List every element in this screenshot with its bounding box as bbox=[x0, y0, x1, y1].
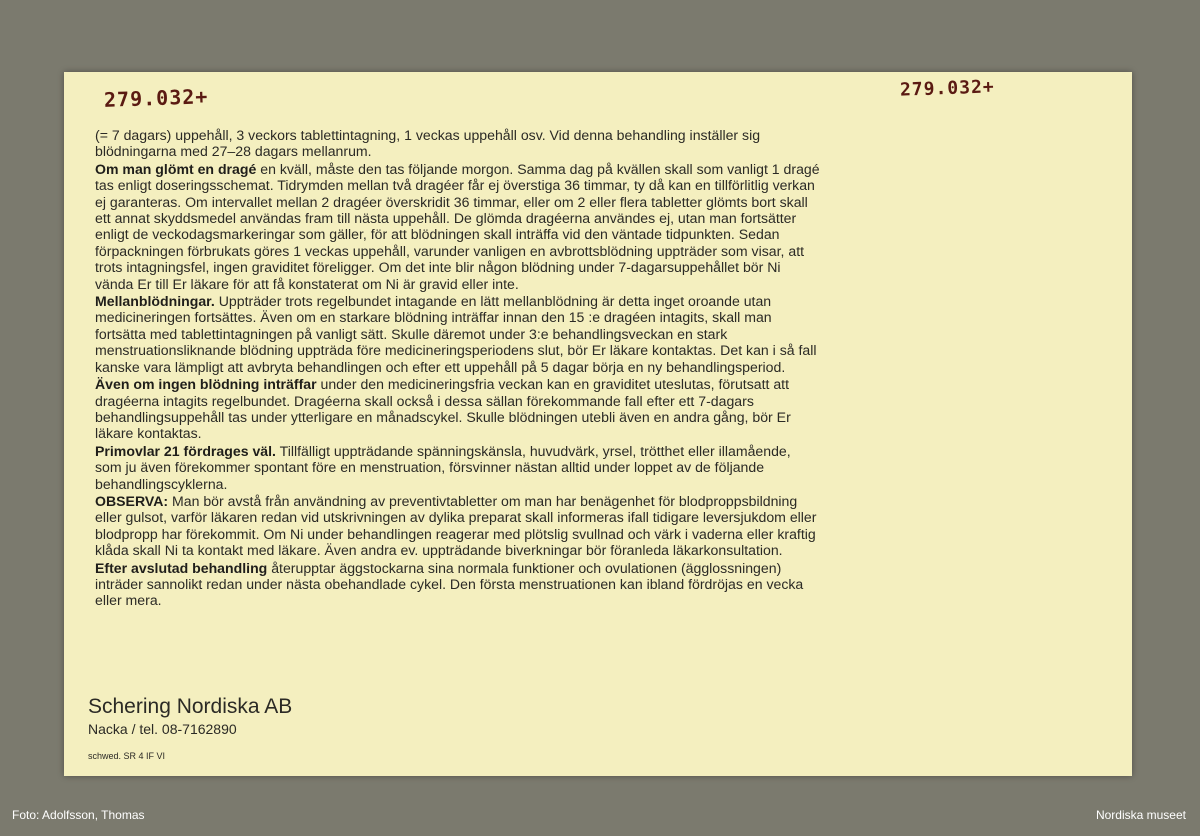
handwritten-number-right: 279.032+ bbox=[899, 76, 996, 101]
paragraph: Om man glömt en dragé en kväll, måste den tas följande morgon. Samma dag på kvällen skall som vanligt 1 dragé tas enligt doseringsschemat. Tidrymden mellan två dragéer får ej överstiga 36 timmar, ty då kan en tillförlitlig verkan ej garanteras. Om intervallet mellan 2 dragéer överskridit 36 timmar, eller om 2 eller flera tabletter glömts bort skall ett annat skyddsmedel användas fram till nästa uppehåll. De glömda dragéerna användes ej, utan man fortsätter enligt de veckodagsmarkeringar som gäller, för att blödningen skall inträffa vid den väntade tidpunkten. Sedan förpackningen förbrukats göres 1 veckas uppehåll, varunder vanligen en avbrottsblödning uppträder som visar, att trots intagningsfel, ingen graviditet föreligger. Om det inte blir någon blödning under 7-dagarsuppehållet bör Ni vända Er till Er läkare för att få konstaterat om Ni är gravid eller inte. bbox=[95, 160, 820, 292]
company-name: Schering Nordiska AB bbox=[88, 695, 293, 718]
paragraph: (= 7 dagars) uppehåll, 3 veckors tablettintagning, 1 veckas uppehåll osv. Vid denna behandling inställer sig blödningarna med 27–28 dagars mellanrum. bbox=[95, 127, 761, 160]
paragraph: Efter avslutad behandling återupptar äggstockarna sina normala funktioner och ovulationen (ägglossningen) inträder sannolikt redan under nästa obehandlade cykel. Den första menstruationen kan ibland fördröjas en vecka eller mera. bbox=[95, 559, 804, 609]
paragraph: Mellanblödningar. Uppträder trots regelbundet intagande en lätt mellanblödning är detta inget oroande utan medicineringen fortsättes. Även om en starkare blödning inträffar innan den 15 :e dragéen intagits, skall man fortsätta med tablettintagningen på vanligt sätt. Skulle däremot under 3:e behandlingsveckan en stark menstruationsliknande blödning uppträda före medicineringsperiodens slut, bör Er läkare kontaktas. Det kan i så fall kanske vara lämpligt att avbryta behandlingen och efter ett uppehåll på 5 dagar börja en ny behandlingsperiod. bbox=[95, 293, 817, 375]
leaflet-text bbox=[95, 127, 820, 610]
print-code: schwed. SR 4 IF VI bbox=[88, 751, 166, 761]
photo-credit: Foto: Adolfsson, Thomas bbox=[12, 808, 145, 822]
handwritten-number-left: 279.032+ bbox=[103, 84, 209, 112]
company-address: Nacka / tel. 08-7162890 bbox=[88, 721, 237, 737]
paragraph: OBSERVA: Man bör avstå från användning av preventivtabletter om man har benägenhet för blodproppsbildning eller gulsot, varför läkaren redan vid utskrivningen av dylika preparat skall informeras ifall tidigare leversjukdom eller blodpropp har förekommit. Om Ni under behandlingen reagerar med plötslig svullnad och värk i vaderna eller kraftig klåda skall Ni ta kontakt med läkare. Även andra ev. uppträdande biverkningar bör föranleda läkarkonsultation. bbox=[95, 492, 817, 559]
paragraph: Även om ingen blödning inträffar under den medicineringsfria veckan kan en graviditet uteslutas, förutsatt att dragéerna intagits regelbundet. Dragéerna skall också i dessa sällan förekommande fall efter ett 7-dagars behandlingsuppehåll tas under ytterligare en månadscykel. Skulle blödningen utebli även en andra gång, bör Er läkare kontaktas. bbox=[95, 376, 791, 442]
leaflet-paper bbox=[64, 72, 1132, 776]
museum-name: Nordiska museet bbox=[1095, 808, 1186, 822]
paragraph: Primovlar 21 fördrages väl. Tillfälligt uppträdande spänningskänsla, huvudvärk, yrsel, trötthet eller illamående, som ju även förekommer spontant före en menstruation, försvinner nästan alltid under loppet av de följande behandlingscyklerna. bbox=[95, 442, 791, 492]
